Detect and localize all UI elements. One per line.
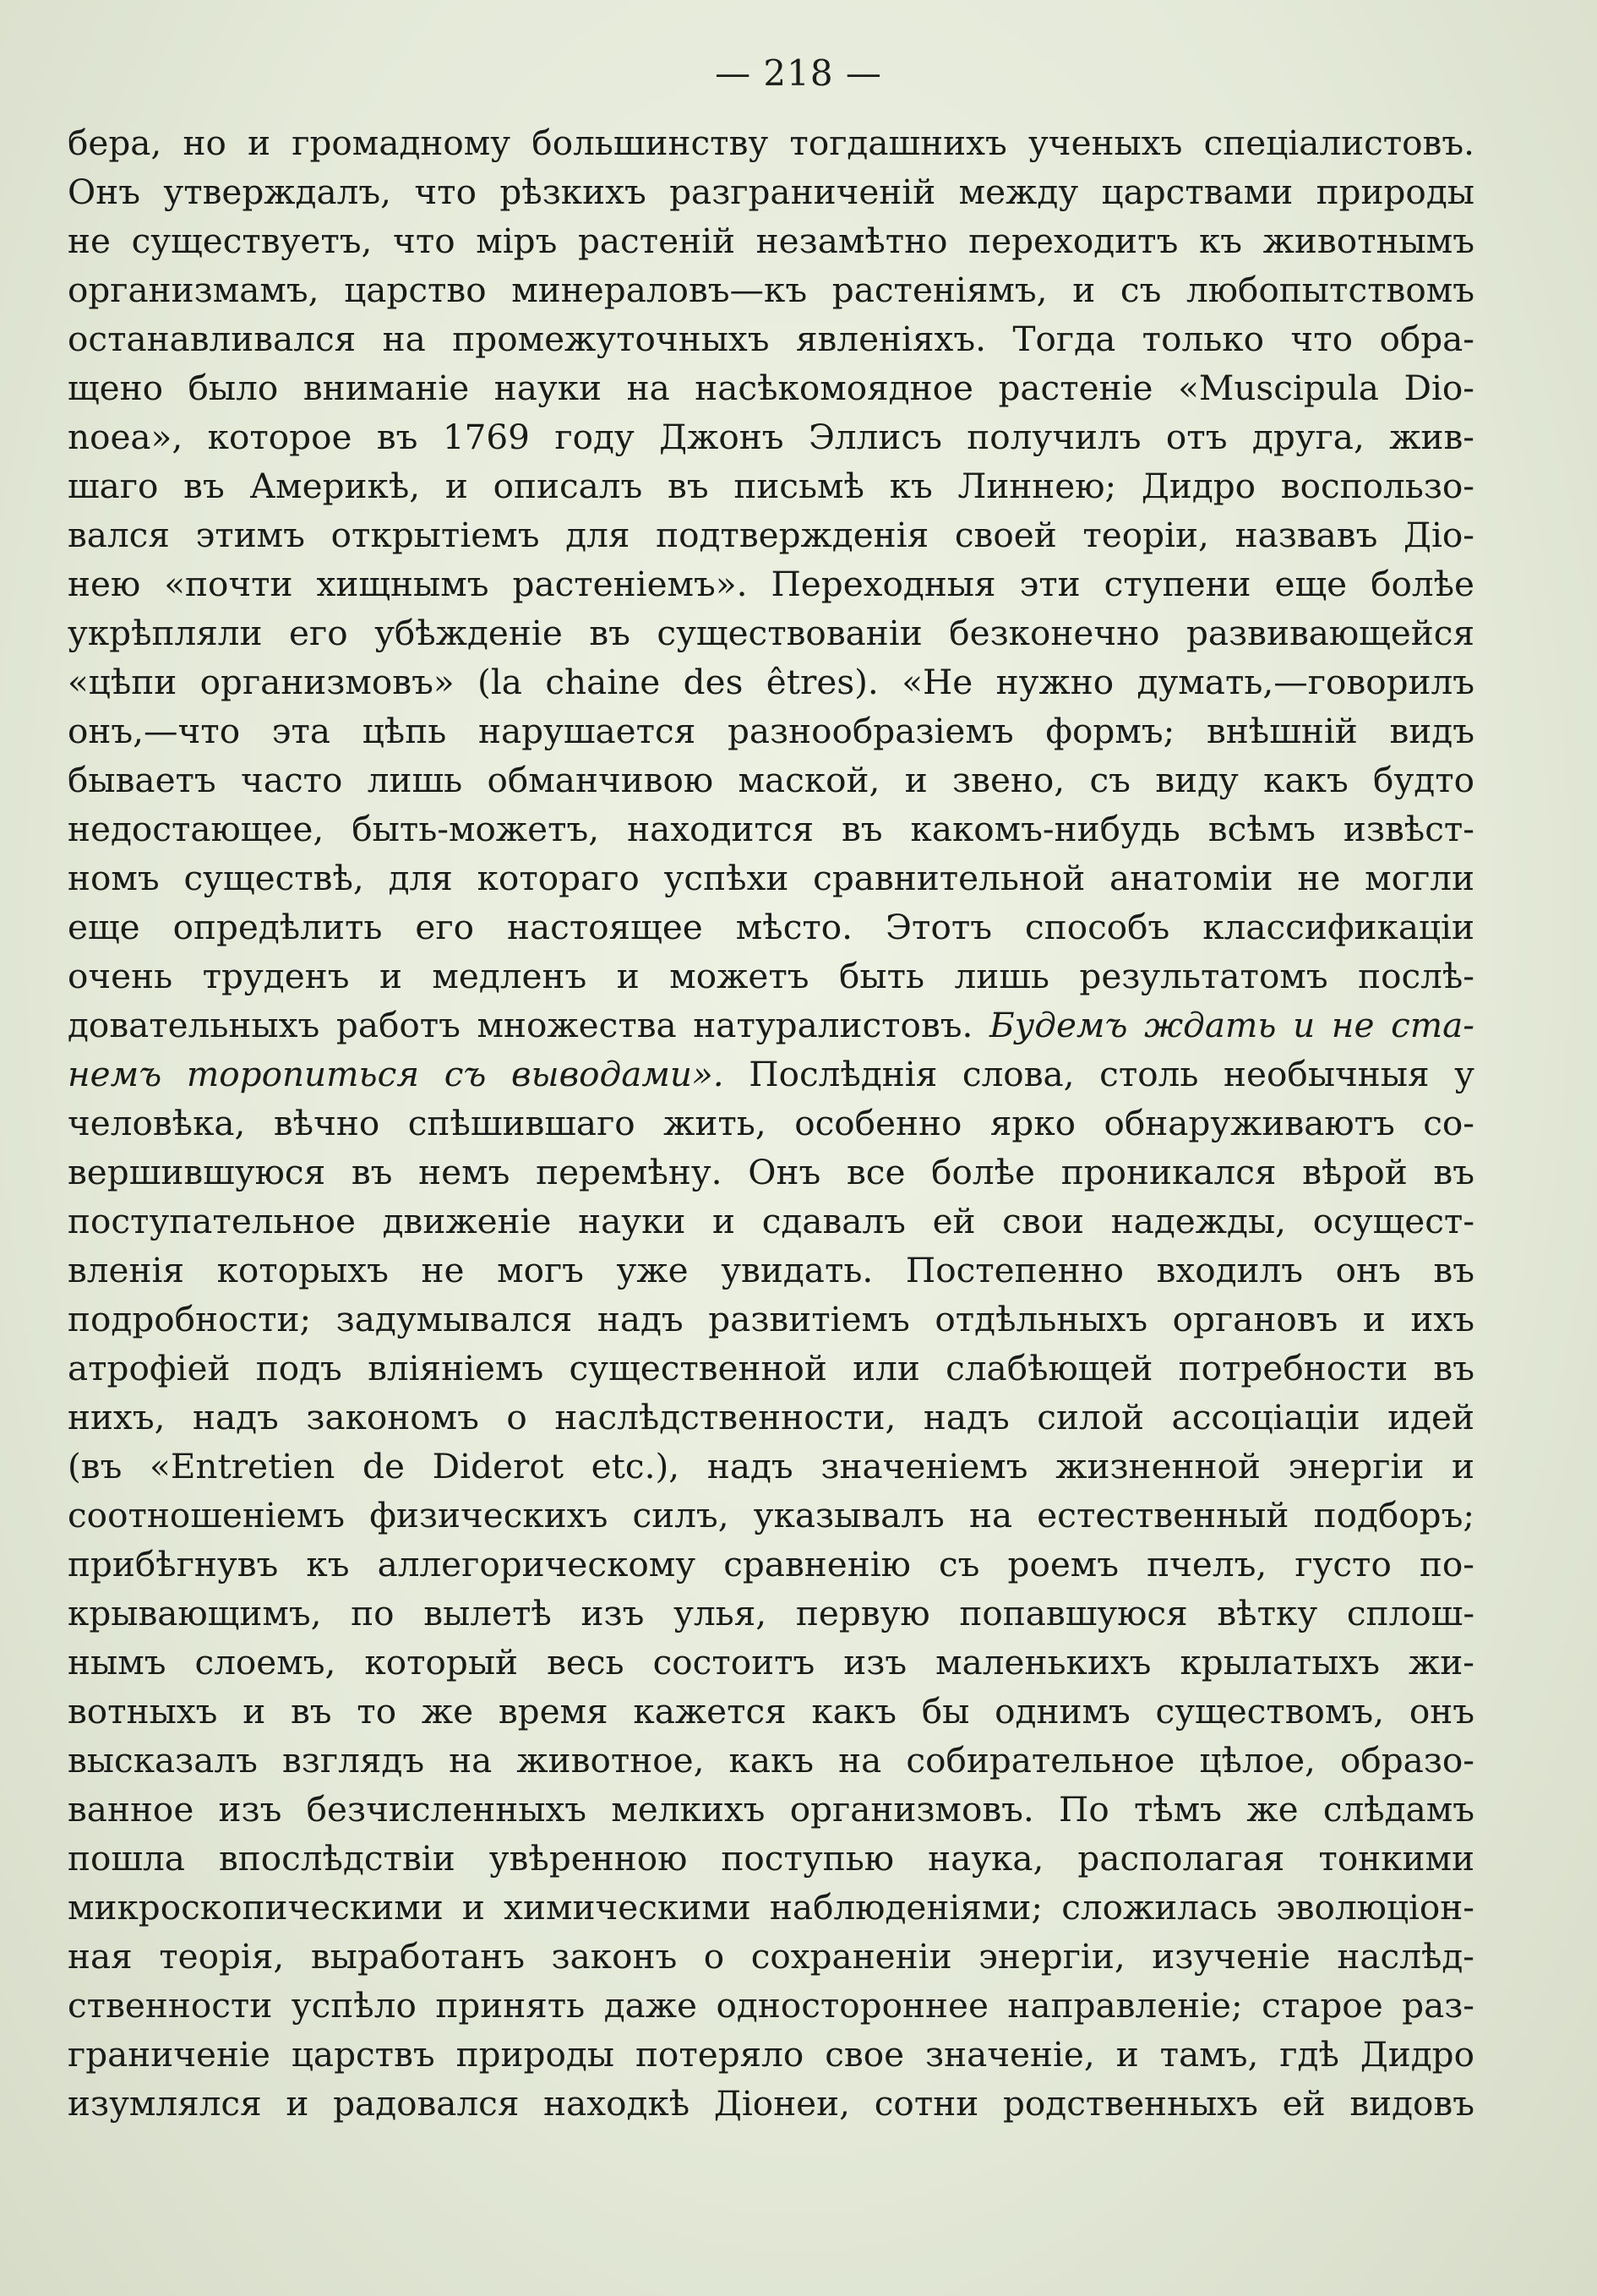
text-segment: Послѣднія слова, столь необычныя у	[749, 1054, 1474, 1094]
text-line: микроскопическими и химическими наблюденіями; сложилась эволюціон-	[68, 1887, 1474, 1928]
text-line: нею «почти хищнымъ растеніемъ». Переходныя эти ступени еще болѣе	[68, 564, 1474, 604]
text-line: крывающимъ, по вылетѣ изъ улья, первую попавшуюся вѣтку сплош-	[68, 1593, 1474, 1633]
text-line: Онъ утверждалъ, что рѣзкихъ разграниченій между царствами природы	[68, 172, 1474, 212]
text-line: останавливался на промежуточныхъ явленіяхъ. Тогда только что обра-	[68, 319, 1474, 359]
text-line: граниченіе царствъ природы потеряло свое значеніе, и тамъ, гдѣ Дидро	[68, 2034, 1474, 2075]
body-text	[68, 118, 1474, 2128]
text-line: (въ «Entretien de Diderot etc.), надъ значеніемъ жизненной энергіи и	[68, 1446, 1474, 1486]
italic-segment: Будемъ ждать и не ста-	[989, 1005, 1474, 1045]
text-line: организмамъ, царство минераловъ—къ растеніямъ, и съ любопытствомъ	[68, 270, 1474, 310]
text-line: не существуетъ, что міръ растеній незамѣтно переходитъ къ животнымъ	[68, 221, 1474, 261]
text-line: подробности; задумывался надъ развитіемъ отдѣльныхъ органовъ и ихъ	[68, 1299, 1474, 1339]
text-line: онъ,—что эта цѣпь нарушается разнообразіемъ формъ; внѣшній видъ	[68, 711, 1474, 751]
text-line: высказалъ взглядъ на животное, какъ на собирательное цѣлое, образо-	[68, 1740, 1474, 1781]
text-line-mixed	[68, 1001, 1474, 1050]
text-line: вершившуюся въ немъ перемѣну. Онъ все болѣе проникался вѣрой въ	[68, 1152, 1474, 1192]
text-line-mixed	[68, 1050, 1474, 1099]
text-line: очень труденъ и медленъ и можетъ быть лишь результатомъ послѣ-	[68, 956, 1474, 996]
text-line: «цѣпи организмовъ» (la chaine des êtres). «Не нужно думать,—говорилъ	[68, 662, 1474, 702]
text-line: поступательное движеніе науки и сдавалъ ей свои надежды, осущест-	[68, 1201, 1474, 1241]
text-line: еще опредѣлить его настоящее мѣсто. Этотъ способъ классификаціи	[68, 907, 1474, 947]
text-line: вался этимъ открытіемъ для подтвержденія своей теоріи, назвавъ Діо-	[68, 515, 1474, 555]
text-line: человѣка, вѣчно спѣшившаго жить, особенно ярко обнаруживаютъ со-	[68, 1103, 1474, 1143]
text-line: атрофіей подъ вліяніемъ существенной или слабѣющей потребности въ	[68, 1348, 1474, 1388]
text-segment: довательныхъ работъ множества натуралистовъ.	[68, 1005, 973, 1045]
italic-segment: немъ торопиться съ выводами».	[68, 1054, 724, 1094]
page-number: — 218 —	[715, 52, 882, 94]
text-line: пошла впослѣдствіи увѣренною поступью наука, располагая тонкими	[68, 1838, 1474, 1879]
text-line: вотныхъ и въ то же время кажется какъ бы однимъ существомъ, онъ	[68, 1691, 1474, 1732]
text-line: номъ существѣ, для котораго успѣхи сравнительной анатоміи не могли	[68, 858, 1474, 898]
text-line: бываетъ часто лишь обманчивою маской, и звено, съ виду какъ будто	[68, 760, 1474, 800]
text-line: шаго въ Америкѣ, и описалъ въ письмѣ къ Линнею; Дидро воспользо-	[68, 466, 1474, 506]
text-line: нымъ слоемъ, который весь состоитъ изъ маленькихъ крылатыхъ жи-	[68, 1642, 1474, 1682]
text-line: вленія которыхъ не могъ уже увидать. Постепенно входилъ онъ въ	[68, 1250, 1474, 1290]
text-line: ственности успѣло принять даже одностороннее направленіе; старое раз-	[68, 1985, 1474, 2026]
text-line: нихъ, надъ закономъ о наслѣдственности, надъ силой ассоціаціи идей	[68, 1397, 1474, 1437]
text-line: недостающее, быть-можетъ, находится въ какомъ-нибудь всѣмъ извѣст-	[68, 809, 1474, 849]
text-line: щено было вниманіе науки на насѣкомоядное растеніе «Muscipula Dio-	[68, 368, 1474, 408]
text-line: ная теорія, выработанъ законъ о сохраненіи энергіи, изученіе наслѣд-	[68, 1936, 1474, 1977]
text-line: прибѣгнувъ къ аллегорическому сравненію съ роемъ пчелъ, густо по-	[68, 1544, 1474, 1584]
text-line: изумлялся и радовался находкѣ Діонеи, сотни родственныхъ ей видовъ	[68, 2083, 1474, 2124]
text-line: соотношеніемъ физическихъ силъ, указывалъ на естественный подборъ;	[68, 1495, 1474, 1535]
text-line: noea», которое въ 1769 году Джонъ Эллисъ получилъ отъ друга, жив-	[68, 417, 1474, 457]
text-line: бера, но и громадному большинству тогдашнихъ ученыхъ спеціалистовъ.	[68, 123, 1474, 163]
text-line: ванное изъ безчисленныхъ мелкихъ организмовъ. По тѣмъ же слѣдамъ	[68, 1789, 1474, 1830]
text-line: укрѣпляли его убѣжденіе въ существованіи безконечно развивающейся	[68, 613, 1474, 653]
